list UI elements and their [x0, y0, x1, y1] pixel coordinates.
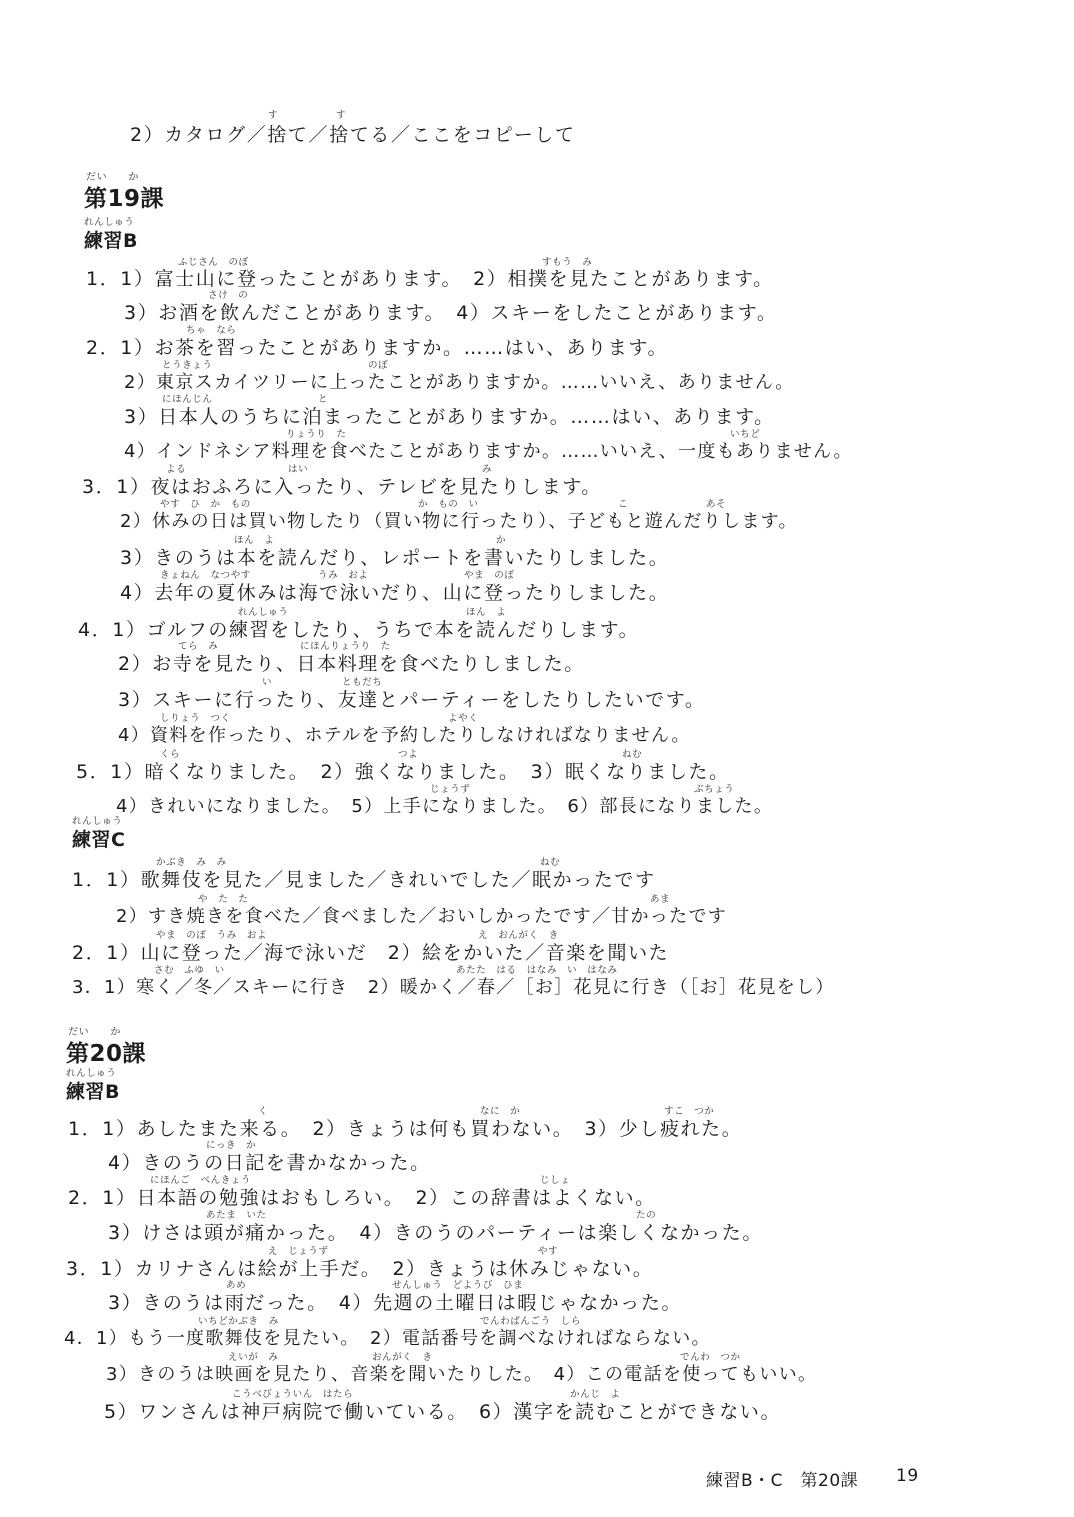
- section-heading: 練習C: [72, 829, 126, 851]
- ruby: やま のぼ うみ およ: [156, 930, 268, 941]
- ruby: さけ の: [208, 290, 249, 301]
- ruby: や た た: [198, 894, 249, 905]
- ruby: のぼ: [368, 360, 389, 371]
- ruby: えいが み: [228, 1352, 279, 1363]
- ruby: でんわ つか: [680, 1352, 741, 1363]
- ruby: はい: [288, 464, 309, 475]
- section-ruby: れんしゅう: [84, 217, 135, 228]
- ruby: ともだち: [342, 677, 383, 688]
- answer-line: 1．1）歌舞伎を見た／見ました／きれいでした／眠かったです: [72, 869, 656, 891]
- answer-line: 4．1）ゴルフの練習をしたり、うちで本を読んだりします。: [78, 619, 640, 641]
- ruby: にっき か: [206, 1140, 257, 1151]
- answer-line: 3）お酒を飲んだことがあります。 4）スキーをしたことがあります。: [124, 302, 778, 324]
- answer-line: 4）去年の夏休みは海で泳いだり、山に登ったりしました。: [120, 582, 670, 604]
- answer-line: 2）カタログ／捨て／捨てる／ここをコピーして: [130, 124, 576, 146]
- ruby: く: [258, 1106, 269, 1117]
- ruby: ねむ: [540, 857, 561, 868]
- ruby: てら み: [178, 641, 219, 652]
- answer-line: 3）スキーに行ったり、友達とパーティーをしたりしたいです。: [118, 689, 706, 711]
- ruby: いちどかぶき み: [198, 1316, 279, 1327]
- ruby: とうきょう: [162, 360, 213, 371]
- answer-line: 4）きのうの日記を書かなかった。: [108, 1152, 431, 1174]
- answer-line: 2．1）お茶を習ったことがありますか。……はい、あります。: [86, 337, 669, 359]
- answer-line: 4）資料を作ったり、ホテルを予約したりしなければなりません。: [118, 725, 691, 746]
- answer-line: 2．1）山に登った／海で泳いだ 2）絵をかいた／音楽を聞いた: [72, 942, 670, 964]
- section-heading: 練習B: [84, 230, 138, 252]
- ruby: あま: [650, 894, 671, 905]
- answer-line: 4）きれいになりました。 5）上手になりました。 6）部長になりました。: [116, 796, 774, 817]
- answer-line: 2．1）日本語の勉強はおもしろい。 2）この辞書はよくない。: [68, 1187, 656, 1209]
- ruby: かんじ よ: [570, 1389, 621, 1400]
- ruby: なに か: [480, 1106, 521, 1117]
- section-ruby: れんしゅう: [72, 816, 123, 827]
- answer-line: 5．1）暗くなりました。 2）強くなりました。 3）眠くなりました。: [76, 761, 730, 783]
- answer-line: 3）きのうは映画を見たり、音楽を聞いたりした。 4）この電話を使ってもいい。: [106, 1364, 818, 1385]
- answer-line: 2）東京スカイツリーに上ったことがありますか。……いいえ、ありません。: [124, 372, 795, 393]
- ruby: か もの い: [418, 499, 479, 510]
- ruby: やす: [538, 1246, 559, 1257]
- answer-line: 4．1）もう一度歌舞伎を見たい。 2）電話番号を調べなければならない。: [64, 1328, 711, 1349]
- ruby: でんわばんごう しら: [480, 1316, 582, 1327]
- page-number: 19: [896, 1466, 919, 1486]
- ruby: やす ひ か もの: [160, 499, 251, 510]
- ruby: こ: [618, 499, 629, 510]
- section-heading: 練習B: [66, 1081, 120, 1103]
- ruby: さむ ふゆ い: [154, 965, 225, 976]
- ruby: あたま いた: [206, 1210, 267, 1221]
- lesson-title: 第20課: [66, 1041, 147, 1067]
- answer-line: 2）休みの日は買い物したり（買い物に行ったり）、子どもと遊んだりします。: [120, 511, 798, 532]
- answer-line: 3）けさは頭が痛かった。 4）きのうのパーティーは楽しくなかった。: [108, 1222, 763, 1244]
- lesson-title: 第19課: [84, 186, 165, 212]
- ruby: あめ: [226, 1280, 247, 1291]
- answer-line: 3．1）夜はおふろに入ったり、テレビを見たりします。: [82, 476, 602, 498]
- ruby: い: [262, 677, 273, 688]
- ruby: あそ: [706, 499, 727, 510]
- ruby: にほんご べんきょう: [150, 1175, 252, 1186]
- ruby: おんがく き: [372, 1352, 433, 1363]
- ruby: つよ: [398, 749, 419, 760]
- ruby: ふじさん のぼ: [178, 257, 249, 268]
- ruby: ねむ: [622, 749, 643, 760]
- answer-line: 5）ワンさんは神戸病院で働いている。 6）漢字を読むことができない。: [104, 1401, 782, 1423]
- answer-line: 3．1）カリナさんは絵が上手だ。 2）きょうは休みじゃない。: [66, 1258, 654, 1280]
- ruby: きょねん なつやす: [160, 570, 251, 581]
- ruby: よやく: [448, 713, 479, 724]
- answer-line: 3）きのうは本を読んだり、レポートを書いたりしました。: [120, 547, 670, 569]
- lesson-title-ruby: だい か: [68, 1027, 121, 1038]
- answer-line: 3）日本人のうちに泊まったことがありますか。……はい、あります。: [124, 406, 775, 428]
- ruby: み: [482, 464, 493, 475]
- ruby: やま のぼ: [464, 570, 515, 581]
- ruby: す: [268, 110, 279, 121]
- ruby: と: [318, 394, 329, 405]
- ruby: れんしゅう: [238, 607, 289, 618]
- ruby: かぶき み み: [156, 857, 227, 868]
- ruby: こうべびょういん はたら: [232, 1389, 354, 1400]
- footer-label: 練習B・C 第20課: [706, 1471, 859, 1491]
- answer-line: 2）すき焼きを食べた／食べました／おいしかったです／甘かったです: [116, 906, 728, 927]
- ruby: しりょう つく: [160, 713, 231, 724]
- ruby: にほんりょうり た: [300, 641, 391, 652]
- ruby: か: [496, 535, 507, 546]
- ruby: よる: [166, 464, 187, 475]
- ruby: ぶちょう: [694, 784, 735, 795]
- lesson-title-ruby: だい か: [86, 172, 139, 183]
- ruby: え じょうず: [268, 1246, 329, 1257]
- ruby: ほん よ: [466, 607, 507, 618]
- ruby: え おんがく き: [478, 930, 559, 941]
- ruby: じしょ: [540, 1175, 571, 1186]
- answer-line: 1．1）富士山に登ったことがあります。 2）相撲を見たことがあります。: [86, 268, 774, 290]
- answer-line: 2）お寺を見たり、日本料理を食べたりしました。: [118, 653, 585, 675]
- ruby: たの: [636, 1210, 657, 1221]
- answer-line: 4）インドネシア料理を食べたことがありますか。……いいえ、一度もありません。: [124, 441, 853, 462]
- section-ruby: れんしゅう: [66, 1068, 117, 1079]
- ruby: ほん よ: [234, 535, 275, 546]
- ruby: いちど: [730, 429, 761, 440]
- ruby: ちゃ なら: [186, 325, 237, 336]
- ruby: す: [336, 110, 347, 121]
- ruby: じょうず: [430, 784, 471, 795]
- ruby: にほんじん: [162, 394, 213, 405]
- ruby: すこ つか: [664, 1106, 715, 1117]
- answer-line: 1．1）あしたまた来る。 2）きょうは何も買わない。 3）少し疲れた。: [68, 1118, 743, 1140]
- answer-line: 3．1）寒く／冬／スキーに行き 2）暖かく／春／［お］花見に行き（［お］花見をし）: [72, 977, 835, 998]
- answer-line: 3）きのうは雨だった。 4）先週の土曜日は暇じゃなかった。: [108, 1292, 683, 1314]
- ruby: うみ およ: [318, 570, 369, 581]
- ruby: りょうり た: [286, 429, 347, 440]
- ruby: くら: [160, 749, 181, 760]
- ruby: あたた はる はなみ い はなみ: [456, 965, 618, 976]
- ruby: すもう み: [542, 257, 593, 268]
- ruby: せんしゅう どようび ひま: [392, 1280, 524, 1291]
